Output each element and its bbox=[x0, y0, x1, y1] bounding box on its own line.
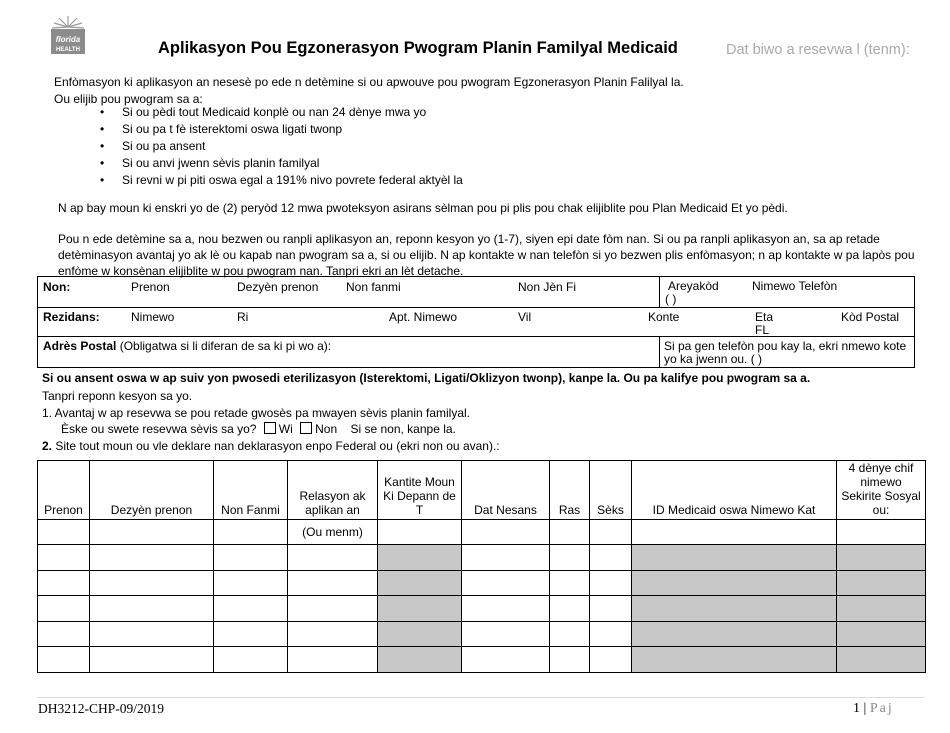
list-item: • Si revni w pi piti oswa egal a 191% nivo povrete federal aktyèl la bbox=[100, 172, 463, 189]
col-header: Sèks bbox=[590, 461, 632, 520]
table-cell[interactable] bbox=[590, 545, 632, 571]
zip-field[interactable]: Kòd Postal bbox=[841, 310, 900, 324]
intro-line: Enfòmasyon ki aplikasyon an nesesè po ede n detèmine si ou apwouve pou pwogram Egzonerasyon Planin Falilyal la. bbox=[54, 75, 684, 89]
table-cell[interactable] bbox=[590, 647, 632, 673]
table-cell[interactable] bbox=[214, 570, 288, 596]
intro-eligible: Ou elijib pou pwogram sa a: bbox=[54, 91, 203, 106]
shaded-cell bbox=[378, 570, 462, 596]
page-num: 1 bbox=[853, 701, 860, 716]
table-cell[interactable] bbox=[214, 596, 288, 622]
list-item: • Si ou anvi jwenn sèvis planin familyal bbox=[100, 155, 463, 172]
footer-divider bbox=[37, 697, 925, 698]
area-code-paren: ( ) bbox=[665, 292, 677, 306]
table-header-row bbox=[38, 461, 926, 520]
table-cell[interactable] bbox=[214, 545, 288, 571]
question-2-number: 2. bbox=[42, 439, 53, 453]
name-label: Non: bbox=[43, 280, 71, 294]
applicant-info-table bbox=[37, 276, 915, 368]
no-label: Non bbox=[315, 422, 338, 436]
table-cell[interactable] bbox=[288, 545, 378, 571]
state-field[interactable]: Eta bbox=[755, 310, 774, 324]
list-item: • Si ou pa t fè isterektomi oswa ligati twonp bbox=[100, 121, 463, 138]
table-row bbox=[38, 570, 926, 596]
table-cell[interactable] bbox=[90, 545, 214, 571]
question-2-text: Site tout moun ou vle deklare nan deklarasyon enpo Federal ou (ekri non ou avan).: bbox=[52, 439, 500, 453]
page-label: Paj bbox=[869, 701, 894, 716]
list-item: • Si ou pa ansent bbox=[100, 138, 463, 155]
city-field[interactable]: Vil bbox=[518, 310, 532, 324]
table-cell[interactable] bbox=[38, 570, 90, 596]
svg-text:HEALTH: HEALTH bbox=[56, 47, 80, 53]
table-row bbox=[38, 621, 926, 647]
table-row bbox=[38, 520, 926, 545]
table-cell[interactable] bbox=[288, 621, 378, 647]
table-cell[interactable] bbox=[288, 596, 378, 622]
table-cell[interactable] bbox=[38, 545, 90, 571]
eligibility-list bbox=[100, 104, 463, 189]
shaded-cell bbox=[632, 621, 837, 647]
table-cell[interactable] bbox=[462, 570, 550, 596]
question-1-sub: Èske ou swete resevwa sèvis sa yo? bbox=[61, 422, 257, 436]
table-cell[interactable] bbox=[590, 570, 632, 596]
family-name-field[interactable]: Non fanmi bbox=[346, 280, 401, 294]
list-item: • Si ou pèdi tout Medicaid konplè ou nan 24 dènye mwa yo bbox=[100, 104, 463, 121]
col-header: Kantite Moun Ki Depann de T bbox=[378, 461, 462, 520]
col-header: Ras bbox=[550, 461, 590, 520]
table-cell[interactable] bbox=[462, 545, 550, 571]
table-row bbox=[38, 545, 926, 571]
page-title: Aplikasyon Pou Egzonerasyon Pwogram Planin Familyal Medicaid bbox=[158, 39, 678, 57]
shaded-cell bbox=[632, 647, 837, 673]
mailing-address-field[interactable] bbox=[43, 339, 331, 353]
no-checkbox[interactable] bbox=[300, 422, 312, 434]
household-table bbox=[37, 460, 926, 673]
date-received-field[interactable]: Dat biwo a resevwa l (tenm): bbox=[726, 42, 910, 58]
table-cell[interactable] bbox=[462, 621, 550, 647]
table-cell[interactable] bbox=[550, 545, 590, 571]
house-number-field[interactable]: Nimewo bbox=[131, 310, 175, 324]
shaded-cell bbox=[378, 545, 462, 571]
table-cell[interactable] bbox=[462, 647, 550, 673]
table-cell[interactable] bbox=[214, 647, 288, 673]
table-cell[interactable] bbox=[462, 520, 550, 545]
coverage-paragraph: N ap bay moun ki enskri yo de (2) peryòd 12 mwa pwoteksyon asirans sèlman pou pi plis pou chak elijiblite pou Plan Medicaid Et yo pèdi. bbox=[58, 201, 788, 215]
table-cell[interactable] bbox=[90, 520, 214, 545]
shaded-cell bbox=[378, 621, 462, 647]
table-row bbox=[38, 647, 926, 673]
residence-row bbox=[38, 307, 914, 337]
table-cell[interactable] bbox=[90, 621, 214, 647]
table-cell[interactable] bbox=[90, 570, 214, 596]
question-2 bbox=[42, 439, 500, 453]
intro-text bbox=[54, 74, 914, 107]
table-cell[interactable] bbox=[38, 647, 90, 673]
shaded-cell bbox=[378, 647, 462, 673]
col-header: Prenon bbox=[38, 461, 90, 520]
instructions-paragraph: Pou n ede detèmine sa a, nou bezwen ou ranpli aplikasyon an, reponn kesyon yo (1-7), siyen epi date fòm nan. Si ou pa ranpli aplikasyon an, sa ap retade detèminasyon avantaj yo ak lè ou kapab nan pwogram sa a, si ou elijib. N ap kontakte w nan telefòn si yo bezwen plis enfòmasyon; n ap kontakte w pa lapòs pou enfòme w konsènan elijiblite w pou pwogram nan. Tanpri ekri an lèt detache. bbox=[58, 232, 915, 278]
shaded-cell bbox=[632, 570, 837, 596]
mailing-label: Adrès Postal bbox=[43, 339, 117, 353]
name-row bbox=[38, 277, 914, 308]
shaded-cell bbox=[837, 621, 926, 647]
table-cell[interactable] bbox=[550, 520, 590, 545]
table-cell[interactable] bbox=[288, 647, 378, 673]
table-cell[interactable] bbox=[837, 520, 926, 545]
mailing-note: (Obligatwa si li diferan de sa ki pi wo a): bbox=[116, 339, 332, 353]
state-value: FL bbox=[755, 323, 770, 337]
svg-text:florida: florida bbox=[55, 35, 81, 44]
table-cell[interactable] bbox=[550, 570, 590, 596]
table-cell[interactable] bbox=[38, 520, 90, 545]
table-cell[interactable] bbox=[214, 520, 288, 545]
table-cell[interactable] bbox=[550, 647, 590, 673]
first-name-field[interactable]: Prenon bbox=[131, 280, 170, 294]
self-label: (Ou menm) bbox=[288, 520, 378, 545]
street-field[interactable]: Ri bbox=[237, 310, 249, 324]
form-id: DH3212-CHP-09/2019 bbox=[38, 701, 165, 716]
col-header: 4 dènye chif nimewo Sekirite Sosyal ou: bbox=[837, 461, 926, 520]
shaded-cell bbox=[837, 545, 926, 571]
table-cell[interactable] bbox=[288, 570, 378, 596]
table-cell[interactable] bbox=[550, 621, 590, 647]
col-header: ID Medicaid oswa Nimewo Kat bbox=[632, 461, 837, 520]
shaded-cell bbox=[837, 596, 926, 622]
divider bbox=[659, 277, 660, 307]
table-cell[interactable] bbox=[590, 596, 632, 622]
col-header: Relasyon ak aplikan an bbox=[288, 461, 378, 520]
shaded-cell bbox=[632, 545, 837, 571]
shaded-cell bbox=[837, 647, 926, 673]
table-cell[interactable] bbox=[632, 520, 837, 545]
florida-health-logo bbox=[50, 14, 86, 54]
residence-label: Rezidans: bbox=[43, 310, 100, 324]
alt-phone-note: Si pa gen telefòn pou kay la, ekri nmewo kote bbox=[664, 339, 907, 353]
table-cell[interactable] bbox=[214, 621, 288, 647]
maiden-name-field[interactable]: Non Jèn Fi bbox=[518, 280, 577, 294]
yes-checkbox[interactable] bbox=[264, 422, 276, 434]
shaded-cell bbox=[632, 596, 837, 622]
table-cell[interactable] bbox=[550, 596, 590, 622]
table-cell[interactable] bbox=[90, 596, 214, 622]
apt-field[interactable]: Apt. Nimewo bbox=[389, 310, 458, 324]
yes-label: Wi bbox=[278, 422, 293, 436]
table-cell[interactable] bbox=[462, 596, 550, 622]
col-header: Non Fanmi bbox=[214, 461, 288, 520]
pregnancy-warning: Si ou ansent oswa w ap suiv yon pwosedi eterilizasyon (Isterektomi, Ligati/Oklizyon twonp), kanpe la. Ou pa kalifye pou pwogram sa a. bbox=[42, 371, 811, 385]
phone-field[interactable]: Nimewo Telefòn bbox=[752, 279, 838, 293]
page-number bbox=[853, 701, 894, 717]
answer-prompt: Tanpri reponn kesyon sa yo. bbox=[42, 389, 193, 403]
col-header: Dat Nesans bbox=[462, 461, 550, 520]
county-field[interactable]: Konte bbox=[648, 310, 680, 324]
table-cell[interactable] bbox=[378, 520, 462, 545]
mailing-row bbox=[38, 336, 914, 367]
table-cell[interactable] bbox=[38, 621, 90, 647]
table-row bbox=[38, 596, 926, 622]
shaded-cell bbox=[378, 596, 462, 622]
table-cell[interactable] bbox=[590, 520, 632, 545]
stop-note: Si se non, kanpe la. bbox=[350, 422, 456, 436]
col-header: Dezyèn prenon bbox=[90, 461, 214, 520]
divider bbox=[659, 336, 660, 367]
table-cell[interactable] bbox=[590, 621, 632, 647]
question-1: 1. Avantaj w ap resevwa se pou retade gwosès pa mwayen sèvis planin familyal. bbox=[42, 406, 471, 420]
alt-phone-field[interactable]: yo ka jwenn ou. ( ) bbox=[664, 352, 763, 366]
area-code-field[interactable]: Areyakòd bbox=[668, 279, 719, 293]
middle-name-field[interactable]: Dezyèn prenon bbox=[237, 280, 319, 294]
question-1-choice bbox=[61, 422, 456, 436]
table-cell[interactable] bbox=[90, 647, 214, 673]
page-sep: | bbox=[863, 701, 867, 716]
shaded-cell bbox=[837, 570, 926, 596]
table-cell[interactable] bbox=[38, 596, 90, 622]
